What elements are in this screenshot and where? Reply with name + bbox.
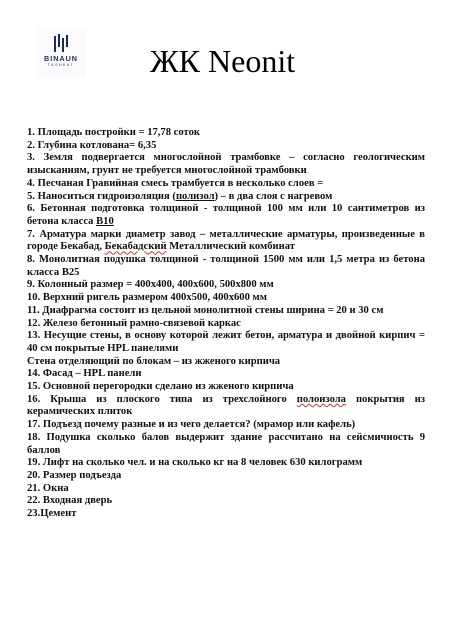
list-item: 11. Диафрагма состоит из цельной монолитной стены ширина = 20 и 30 см bbox=[27, 304, 384, 316]
list-item: 1. Площадь постройки = 17,78 соток bbox=[27, 127, 201, 138]
list-item: 13. Несущие стены, в основу которой лежит бетон, арматура и двойной кирпич = 40 см покрытые HPL панелями bbox=[27, 330, 425, 354]
list-item bbox=[27, 203, 425, 228]
list-item: 4. Песчаная Гравийная смесь трамбуется в несколько слоев = bbox=[27, 177, 324, 189]
list-item: 23.Цемент bbox=[27, 508, 77, 520]
list-item: 14. Фасад – HPL панели bbox=[27, 368, 142, 380]
company-logo bbox=[36, 28, 86, 78]
item-text: ) – в два слоя с нагревом bbox=[214, 190, 333, 202]
item-text: 16. Крыша из плоского типа из трехслойного bbox=[27, 393, 297, 405]
list-item: 21. Окна bbox=[27, 482, 69, 494]
item-text: Металлический комбинат bbox=[166, 241, 295, 253]
list-item bbox=[27, 229, 425, 254]
list-item: 2. Глубина котлована= 6,35 bbox=[27, 139, 157, 151]
logo-brand-text: BINAUN bbox=[44, 54, 78, 63]
list-item: 15. Основной перегородки сделано из жженого кирпича bbox=[27, 381, 294, 393]
list-item: 20. Размер подъезда bbox=[27, 469, 122, 481]
list-item bbox=[27, 191, 425, 204]
list-item: 22. Входная дверь bbox=[27, 495, 113, 507]
list-item: 12. Железо бетонный рамно-связевой каркас bbox=[27, 317, 241, 329]
spec-list bbox=[27, 127, 425, 521]
list-item: 17. Подъезд почему разные и из чего делается? (мрамор или кафель) bbox=[27, 419, 356, 431]
document-title: ЖК Neonit bbox=[150, 43, 296, 79]
item-text: 5. Наноситься гидроизоляция ( bbox=[27, 190, 176, 202]
logo-mark-icon bbox=[54, 34, 68, 52]
list-item: 19. Лифт на сколько чел. и на сколько кг на 8 человек 630 килограмм bbox=[27, 457, 363, 469]
item-text-underlined: полизол bbox=[175, 190, 215, 202]
list-item: 9. Колонный размер = 400х400, 400х600, 500х800 мм bbox=[27, 279, 274, 291]
item-text-underlined: В10 bbox=[96, 215, 114, 227]
item-text: покрытия из керамических плиток bbox=[27, 393, 425, 418]
list-item: Стена отделяющий по блокам – из жженого кирпича bbox=[27, 355, 281, 367]
item-text: 7. Арматура марки диаметр завод – металлические арматуры, произведенные в городе Бекабад, bbox=[27, 228, 425, 253]
list-item: 3. Земля подвергается многослойной трамбовке – согласно геологическим изысканиям, грунт не требуется многослойной трамбовки bbox=[27, 152, 425, 177]
logo-subtitle-text: TASHKAT bbox=[47, 63, 75, 67]
item-text-spellcheck: Бекабадский bbox=[104, 241, 167, 253]
list-item: 10. Верхний ригель размером 400х500, 400х600 мм bbox=[27, 292, 267, 304]
item-text-spellcheck: полоизола bbox=[296, 393, 346, 405]
list-item bbox=[27, 394, 425, 419]
item-text: 6. Бетонная подготовка толщиной - толщиной 100 мм или 10 сантиметров из бетона класса bbox=[27, 203, 425, 227]
list-item: 18. Подушка сколько балов выдержит здание рассчитано на сейсмичность 9 баллов bbox=[27, 431, 425, 456]
list-item: 8. Монолитная подушка толщиной - толщиной 1500 мм или 1,5 метра из бетона класса В25 bbox=[27, 254, 425, 278]
